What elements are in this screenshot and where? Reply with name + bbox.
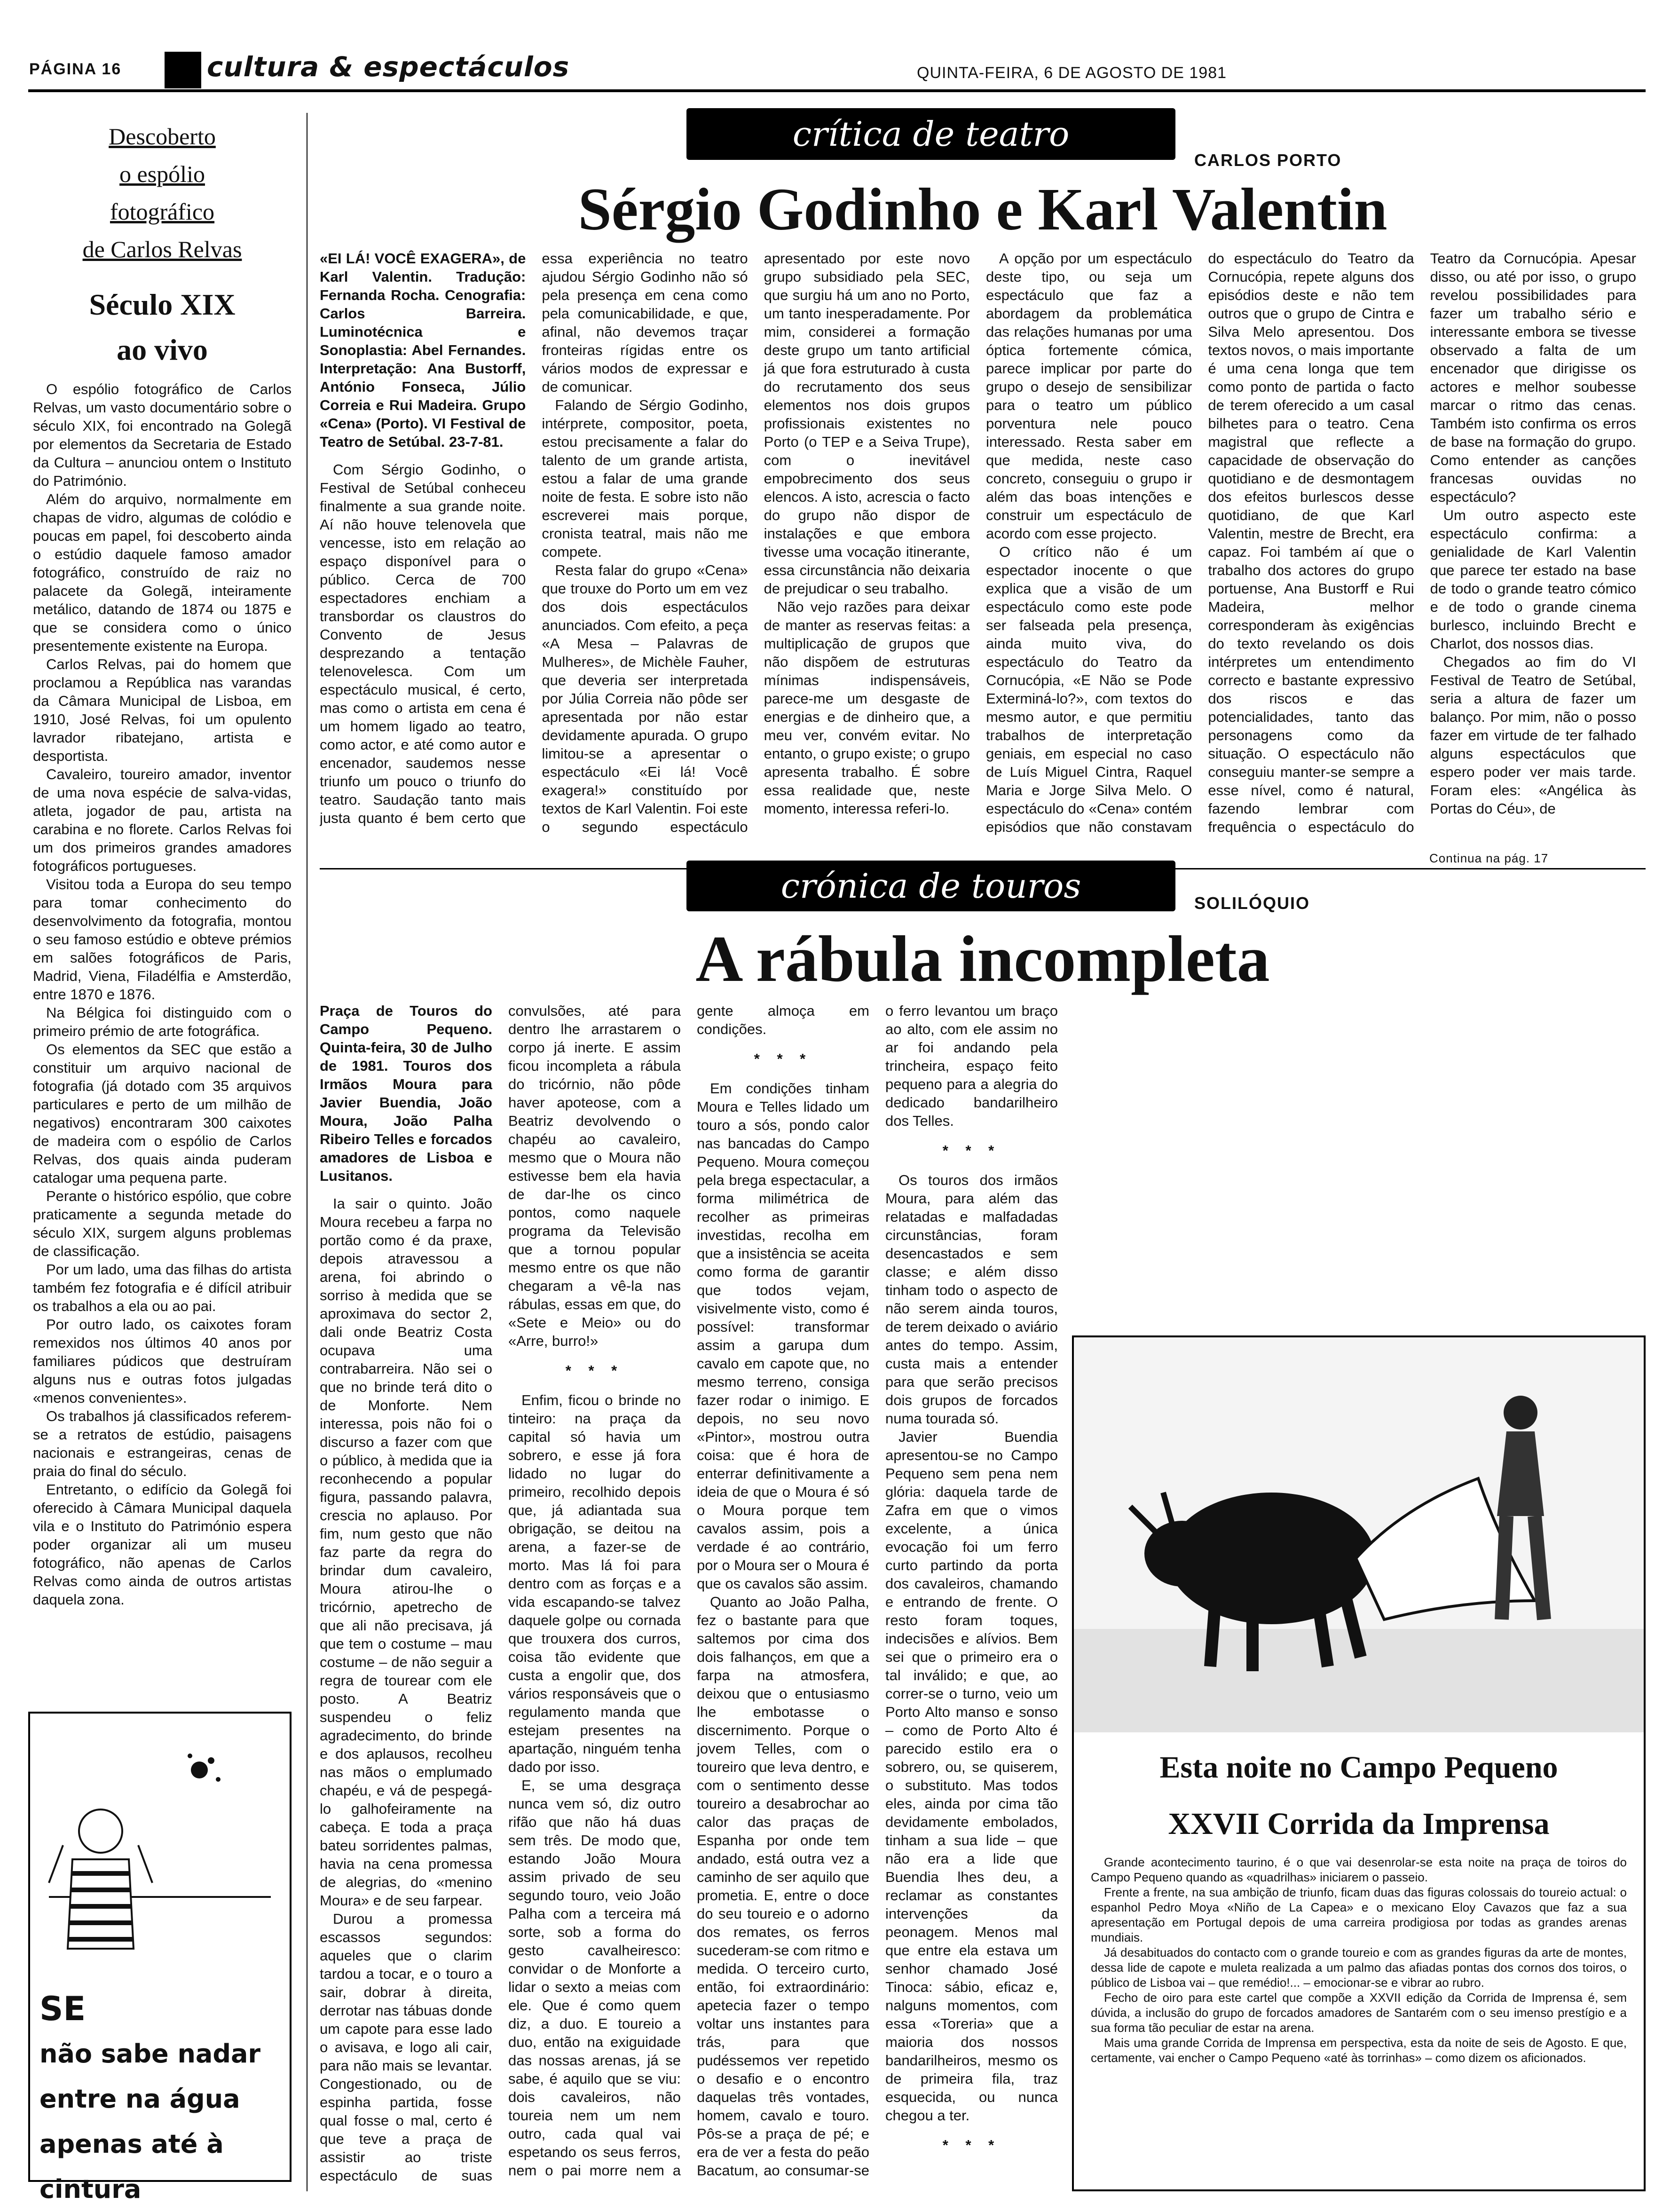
paragraph: Carlos Relvas, pai do homem que proclamou a República nas varandas da Câmara Municipal de Lisboa, em 1910, José Relvas, foi um opulento lavrador ribatejano, artista e desportista. <box>33 656 292 764</box>
paragraph: O crítico não é um espectador inocente o que explica que a visão de um espectáculo como este pode ser falseada pela presença, ainda muito viva, do espectáculo do Teatro da Cornucópia, «E Não se Pode Exterminá-lo?», com textos do mesmo autor, e que permitiu trabalhos de interpretação geniais, em especial no caso de Luís Miguel Cintra, Raquel Maria e Jorge Silva Melo. O espectáculo do «Cena» contém episódios que não constavam do espectáculo do Teatro da Cornucópia, repete alguns dos episódios deste e não tem outros que o grupo de Cintra e Silva Melo apresentou. Dos textos novos, o mais importante é uma cena longa que tem como ponto de partida o facto de terem oferecido a um casal bilhetes para o teatro. Cena magistral que reflecte a capacidade de observação do quotidiano e de desmontagem dos efeitos burlescos desse quotidiano, de que Karl Valentin, mestre de Brecht, era capaz. Foi também aí que o trabalho dos actores do grupo portuense, Ana Bustorff e Rui Madeira, melhor corresponderam às exigências do texto revelando os dois intérpretes um entendimento correcto e bastante expressivo dos riscos e das potencialidades, tanto das personagens como da situação. O espectáculo não conseguiu manter-se sempre a esse nível, como é natural, fazendo lembrar com frequência o espectáculo do Teatro da Cornucópia. Apesar disso, ou até por isso, o grupo revelou possibilidades para fazer um trabalho sério e interessante embora se tivesse observado a falta de um encenador que dirigisse os actores e melhor soubesse marcar o ritmo das cenas. Também isto confirma os erros de base na formação do grupo. Como entender as canções francesas ouvidas no espectáculo? <box>985 250 1636 835</box>
paragraph: Resta falar do grupo «Cena» que trouxe do Porto um em vez dos dois espectáculos anunciados. Com efeito, a peça «A Mesa – Palavras de Mulheres», de Michèle Fauher, que deveria ser interpretada por Júlia Correia não pôde ser apresentada por não estar devidamente apurada. O grupo limitou-se a apresentar o espectáculo «Ei lá! Você exagera!» constituído por textos de Karl Valentin. Foi este o segundo espectáculo apresentado por este novo grupo subsidiado pela SEC, que surgiu há um ano no Porto, um tanto inesperadamente. Por mim, considerei a formação deste grupo um tanto artificial já que fora estruturado à custa do recrutamento dos seus elementos nos dois grupos profissionais existentes no Porto (o TEP e a Seiva Trupe), com o inevitável empobrecimento dos seus elencos. A isto, acresciа o facto do grupo não dispor de instalações e que embora tivesse uma vocação itinerante, essa circunstância não deixaria de prejudicar o seu trabalho. <box>542 250 970 835</box>
swimmer-illustration-icon <box>30 1728 290 1972</box>
section-stars: * * * <box>942 1142 1001 1159</box>
left-story-body <box>33 380 292 1697</box>
masthead-rule <box>28 89 1646 92</box>
paragraph: Na Bélgica foi distinguido com o primeiro prémio de arte fotográfica. <box>33 1004 292 1039</box>
headline-line: Século XIX <box>89 288 236 321</box>
paragraph: Grande acontecimento taurino, é o que vai desenrolar-se esta noite na praça de toiros do Campo Pequeno quando as «quadrilhas» iniciarem o passeio. <box>1091 1855 1627 1884</box>
theatre-credits: «EI LÁ! VOCÊ EXAGERA», de Karl Valentin. Tradução: Fernanda Rocha. Cenografia: Carlos Barreira. Luminotécnica e Sonoplastia: Abel Fernandes. Interpretação: Ana Bustorff, António Fonseca, Júlio Correia e Rui Madeira. Grupo «Cena» (Porto). VI Festival de Teatro de Setúbal. 23-7-81. <box>320 250 526 450</box>
paragraph: Os touros dos irmãos Moura, para além das relatadas e malfadadas circunstâncias, foram desencastados e sem classe; e além disso tinham todo o aspecto de não serem ainda touros, de terem deixado o aviário antes do tempo. Assim, custa mais a entender para que serão precisos dois grupos de forcados numa tourada só. <box>885 1172 1058 1427</box>
section-stars: * * * <box>754 1051 812 1067</box>
paragraph: Visitou toda a Europa do seu tempo para tomar conhecimento do desenvolvimento da fotografia, montou o seu famoso estúdio e obteve prémios em salões fotográficos de Paris, Madrid, Viena, Filadélfia e Amsterdão, entre 1870 e 1876. <box>33 876 292 1003</box>
bullfight-upper-body <box>320 1002 1058 2187</box>
theatre-body <box>320 249 1636 851</box>
headline-line: ao vivo <box>117 333 208 366</box>
paragraph: Cavaleiro, toureiro amador, inventor de uma nova espécie de salva-vidas, atleta, jogador de pau, artista na carabina e no florete. Carlos Relvas foi um dos primeiros grandes amadores fotográficos portugueses. <box>33 766 292 874</box>
paragraph: Fecho de oiro para este cartel que compõe a XXVII edição da Corrida de Imprensa é, sem dúvida, a inclusão do grupo de forcados amadores de Santarém com o seu imenso prestígio e a sua forma tão peculiar de estar na arena. <box>1091 1991 1627 2035</box>
paragraph: Mais uma grande Corrida de Imprensa em perspectiva, esta da noite de seis de Agosto. E que, certamente, vai encher o Campo Pequeno «até às torrinhas» – como dizem os aficionados. <box>1091 2036 1627 2065</box>
bullfighter-photo-icon <box>1074 1337 1644 1732</box>
paragraph: Durou a promessa escassos segundos: aqueles que o clarim tardou a tocar, e o touro a sair, dobrar à direita, derrotar nas tábuas donde um capote para esse lado o avisava, e logo ali cair, para não mais se levantar. Congestionado, ou de espinha partida, fosse qual fosse o mal, certo é que teve a praça de assistir ao triste espectáculo de suas convulsões, até para dentro lhe arrastarem o corpo já inerte. E assim ficou incompleta a rábula do tricórnio, não pôde haver apoteose, com a Beatriz devolvendo o chapéu ao cavaleiro, mesmo que o Moura não estivesse bem ela havia de dar-lhe os cinco pontos, como naquele programa da Televisão que a tornou popular mesmo entre os que não chegaram a vê-la nas rábulas, essas em que, do «Sete e Meio» ou do «Arre, burro!» <box>320 1003 681 2184</box>
kicker-line: Descoberto <box>109 123 216 150</box>
paragraph: E, se uma desgraça nunca vem só, diz outro rifão que não há duas sem três. De modo que, estando João Moura assim privado de seu segundo touro, veio João Palha com a terceira má sorte, sob a forma do gesto cavalheiresco: convidar o de Monforte a lidar o sexto a meias com ele. Que é como quem diz, a duo. E toureio a duo, então na exiguidade das nossas arenas, já se sabe, é aquilo que se viu: dois cavaleiros, não toureia nem um nem outro, cada qual vai espetando os seus ferros, nem o pai morre nem a gente almoça em condições. <box>508 1003 869 2179</box>
theatre-section-banner: crítica de teatro <box>686 108 1175 160</box>
left-story-kicker <box>28 118 296 268</box>
corrida-body <box>1091 1855 1627 2179</box>
paragraph: Quanto ao João Palha, fez o bastante para que saltemos por cima dos dois falhanços, em que a farpa na atmosfera, deixou que o entusiasmo lhe embotasse o discernimento. Porque o jovem Telles, com o toureiro que leva dentro, e com o sentimento desse toureiro a desabrochar ao calor das praças de Espanha por onde tem andado, está outra vez a caminho de ser aquilo que prometia. E, entre o doce do seu toureio e o adorno dos remates, os ferros sucederam-se com ritmo e medida. O terceiro curto, então, foi extraordinário: apetecia fazer o tempo voltar uns instantes para trás, para que pudéssemos ver repetido o desafio e o encontro daquelas três vontades, homem, cavalo e touro. Pôs-se a praça de pé; e era de ver a festa do peão Bacatum, ao consumar-se o ferro levantou um braço ao alto, com ele assim no ar foi andando pela trincheira, espaço feito pequeno para a alegria do dedicado bandarilheiro dos Telles. <box>697 1003 1058 2179</box>
paragraph: Além do arquivo, normalmente em chapas de vidro, algumas de colódio e poucas em papel, foi descoberto ainda o estúdio daquele famoso amador fotográfico, construído de raiz no palacete da Golegã, inteiramente metálico, datando de 1874 ou 1875 e que se considera como o único presentemente existente na Europa. <box>33 491 292 654</box>
page-number: PÁGINA 16 <box>29 60 122 78</box>
paragraph: Em condições tinham Moura e Telles lidado um touro a sós, pondo calor nas bancadas do Campo Pequeno. Moura começou pela brega espectacular, a forma milimétrica de recolher as primeiras investidas, recolha em que a insistência se aceita como forma de garantir que todos vejam, visivelmente visto, como é possível: transformar assim a garupa dum cavalo em capote que, no mesmo terreno, consiga fazer rodar o inimigo. E depois, no seu novo «Pintor», mostrou outra coisa: que é hora de enterrar definitivamente a ideia de que o Moura é só o Moura porque tem cavalos assim, pois a verdade é ao contrário, por o Moura ser o Moura é que os cavalos são assim. <box>697 1080 870 1592</box>
paragraph: Enfim, ficou o brinde no tinteiro: na praça da capital só havia um sobrero, e esse já fora lidado no lugar do primeiro, recolhido depois que, já adiantada sua obrigação, se deitou na arena, a fazer-se de morto. Mas lá foi para dentro com as forças e a vida escapando-se talvez daquele golpe ou cornada que trouxera dos curros, coisa tão evidente que custa a engolir que, dos vários responsáveis que o regulamento manda que estejam presentes na apartação, ninguém tenha dado por isso. <box>508 1392 681 1775</box>
paragraph: Um outro aspecto este espectáculo confirma: a genialidade de Karl Valentin que parece ter estado na base de todo o grande teatro cómico e de todo o grande cinema burlesco, incluindo Brecht e Charlot, dos nossos dias. <box>1430 507 1636 652</box>
kicker-line: de Carlos Relvas <box>82 236 242 262</box>
continued-link[interactable]: Continua na pág. 17 <box>1429 851 1549 865</box>
paragraph: Já desabituados do contacto com o grande toureio e com as grandes figuras da arte de montes, dessa lide de capote e muleta realizada a um palmo das afiadas pontas dos cornos dos toiros, o público de Lisboa vai – que remédio!... – emocionar-se e vibrar ao rubro. <box>1091 1945 1627 1990</box>
section-logo-icon <box>165 52 201 88</box>
paragraph: O espólio fotográfico de Carlos Relvas, um vasto documentário sobre o século XIX, foi encontrado na Golegã por elementos da Secretaria de Estado da Cultura – anunciou ontem o Instituto do Património. <box>33 381 292 489</box>
paragraph: A opção por um espectáculo deste tipo, ou seja um espectáculo que faz a abordagem da problemática das relações humanas por uma óptica fortemente cómica, parece implicar por parte do grupo o desejo de sensibilizar para o teatro um público porventura nele pouco interessado. Resta saber em que medida, neste caso concreto, conseguiu o grupo ir além das boas intenções e construir um espectáculo de acordo com esse projecto. <box>985 250 1192 542</box>
theatre-byline: CARLOS PORTO <box>1194 150 1342 170</box>
section-title: cultura & espectáculos <box>207 51 570 83</box>
corrida-subtitle: XXVII Corrida da Imprensa <box>1168 1807 1550 1841</box>
paragraph: Perante o histórico espólio, que cobre praticamente a segunda metade do século XIX, surgem alguns problemas de classificação. <box>33 1188 292 1259</box>
kicker-line: fotográfico <box>110 198 215 225</box>
bullfight-byline: SOLILÓQUIO <box>1194 893 1310 913</box>
ad-line: SE <box>39 1990 86 2028</box>
paragraph: Por outro lado, os caixotes foram remexidos nos últimos 40 anos por familiares púdicos que destruíram alguns nus e outras fotos julgadas «menos convenientes». <box>33 1316 292 1406</box>
section-stars: * * * <box>565 1362 624 1379</box>
ad-line: apenas até à cintura <box>39 2129 224 2204</box>
paragraph: Frente a frente, na sua ambição de triunfo, ficam duas das figuras colossais do toureio actual: o espanhol Pedro Moya «Niño de La Capea» e o mexicano Eloy Cavazos que faz a sua apresentação em Portugal depois de uma carreira prodigiosa por todas as grandes arenas mundiais. <box>1091 1885 1627 1944</box>
issue-date: QUINTA-FEIRA, 6 DE AGOSTO DE 1981 <box>917 64 1227 82</box>
paragraph: Com Sérgio Godinho, o Festival de Setúbal conheceu finalmente a sua grande noite. Aí não houve telenovela que vencesse, isto em relação ao espaço disponível para o público. Cerca de 700 espectadores enchiam a transbordar os claustros do Convento de Jesus desprezando a tentação telenovelesca. Com um espectáculo musical, é certo, mas como o artista em cena é um homem ligado ao teatro, como actor, e até como autor e encenador, saudemos nesse triunfo um pouco o triunfo do teatro. Saudação tanto mais justa quanto é bem certo que essa experiência no teatro ajudou Sérgio Godinho não só pela presença em cena como pela comunicabilidade, e que, afinal, não devemos traçar fronteiras rígidas entre os vários modos de expressar e de comunicar. <box>320 250 748 826</box>
paragraph: Não vejo razões para deixar de manter as reservas feitas: a multiplicação de grupos que não dispõem de estruturas mínimas indispensáveis, parece-me um desgaste de energias e de dinheiro que, a meu ver, convém evitar. No entanto, o grupo existe; o grupo apresenta trabalho. É sobre essa realidade que, neste momento, interessa referi-lo. <box>764 599 970 817</box>
section-stars: * * * <box>942 2137 1001 2153</box>
kicker-line: o espólio <box>119 161 205 187</box>
paragraph: Javier Buendia apresentou-se no Campo Pequeno sem pena nem glória: daquela tarde de Zafra em que o vimos excelente, a única evocação foi um ferro curto partindo da porta dos cavaleiros, chamando e entrando de frente. O resto foram toques, indecisões e alívios. Bem sei que o primeiro era o tal inválido; e que, ao correr-se o turno, veio um Porto Alto manso e sonso – como de Porto Alto é parecido estilo era o sobrero, ou, se quiserem, o substituto. Mas todos eles, ainda por cima tão devidamente embolados, tinham a sua lide – que não era a lide que Buendia lhes deu, a reclamar as constantes intervenções da peonagem. Menos mal que entre ela estava um senhor chamado José Tinoca: sábio, eficaz e, nalguns momentos, com essa «Toreria» que a maioria dos nossos bandarilheiros, mesmo os de primeira fila, traz esquecida, ou nunca chegou a ter. <box>885 1429 1058 2124</box>
paragraph: Os elementos da SEC que estão a constituir um arquivo nacional de fotografia (já dotado com 35 arquivos particulares e perto de um milhão de negativos) encontraram 300 caixotes de madeira com o espólio de Carlos Relvas, dos quais ainda puderam catalogar uma pequena parte. <box>33 1041 292 1186</box>
paragraph: Por um lado, uma das filhas do artista também fez fotografia e é difícil atribuir os trabalhos a ela ou ao pai. <box>33 1261 292 1314</box>
ad-line: não sabe nadar <box>39 2039 261 2069</box>
paragraph: Falando de Sérgio Godinho, intérprete, compositor, poeta, estou precisamente a falar do talento de um grande artista, estou a falar de uma grande noite de festa. E sobre isto não escreverei mais porque, cronista teatral, mais não me compete. <box>542 397 748 560</box>
theatre-headline: Sérgio Godinho e Karl Valentin <box>578 176 1387 243</box>
paragraph: Os trabalhos já classificados referem-se a retratos de estúdio, paisagens nacionais e estrangeiras, cenas de praia do final do século. <box>33 1408 292 1479</box>
paragraph: Chegados ao fim do VI Festival de Teatro de Setúbal, seria a altura de fazer um balanço. Por mim, não o posso fazer em virtude de ter falhado alguns espectáculos que espero poder ver mais tarde. Foram eles: «Angélica às Portas do Céu», de <box>1430 654 1636 817</box>
paragraph: Entretanto, o edifício da Golegã foi oferecido à Câmara Municipal daquela vila e o Instituto do Património espera poder organizar ali um museu fotográfico, não apenas de Carlos Relvas como ainda de outros artistas daquela zona. <box>33 1481 292 1608</box>
swim-ad <box>28 1712 292 2204</box>
ad-line: entre na água <box>39 2084 240 2114</box>
paragraph: Ia sair o quinto. João Moura recebeu a farpa no portão como é da praxe, depois atravessou a arena, foi abrindo o sorriso à medida que se aproximava do sector 2, dali onde Beatriz Costa ocupava uma contrabarreira. Não sei o que no brinde terá dito o de Monforte. Nem interessa, pois não foi o discurso a fazer com que o público, à medida que ia reconhecendo a popular figura, passando palavra, crescia no aplauso. Por fim, num gesto que não faz parte da regra do brindar dum cavaleiro, Moura atirou-lhe o tricórnio, apetrecho de que ali não precisava, já que tem o costume – mau costume – de não seguir a regra de tourear com ele posto. A Beatriz suspendeu o feliz agradecimento, do brinde e dos aplausos, recolheu nas mãos o emplumado chapéu, e vá de pespegá-lo galhofeiramente na cabeça. E toda a praça bateu sorridentes palmas, havia na cena promessa de alegrias, do «menino Moura» e de seu farpear. <box>320 1195 492 1909</box>
bullfight-headline: A rábula incompleta <box>695 923 1270 995</box>
corrida-title: Esta noite no Campo Pequeno <box>1159 1750 1558 1785</box>
corrida-ad <box>1072 1335 1646 2191</box>
bullfight-credits: Praça de Touros do Campo Pequeno. Quinta-feira, 30 de Julho de 1981. Touros dos Irmãos Moura para Javier Buendia, João Moura, João Palha Ribeiro Telles e forcados amadores de Lisboa e Lusitanos. <box>320 1003 492 1184</box>
left-story-headline <box>28 282 296 372</box>
bullfight-section-banner: crónica de touros <box>686 861 1175 911</box>
